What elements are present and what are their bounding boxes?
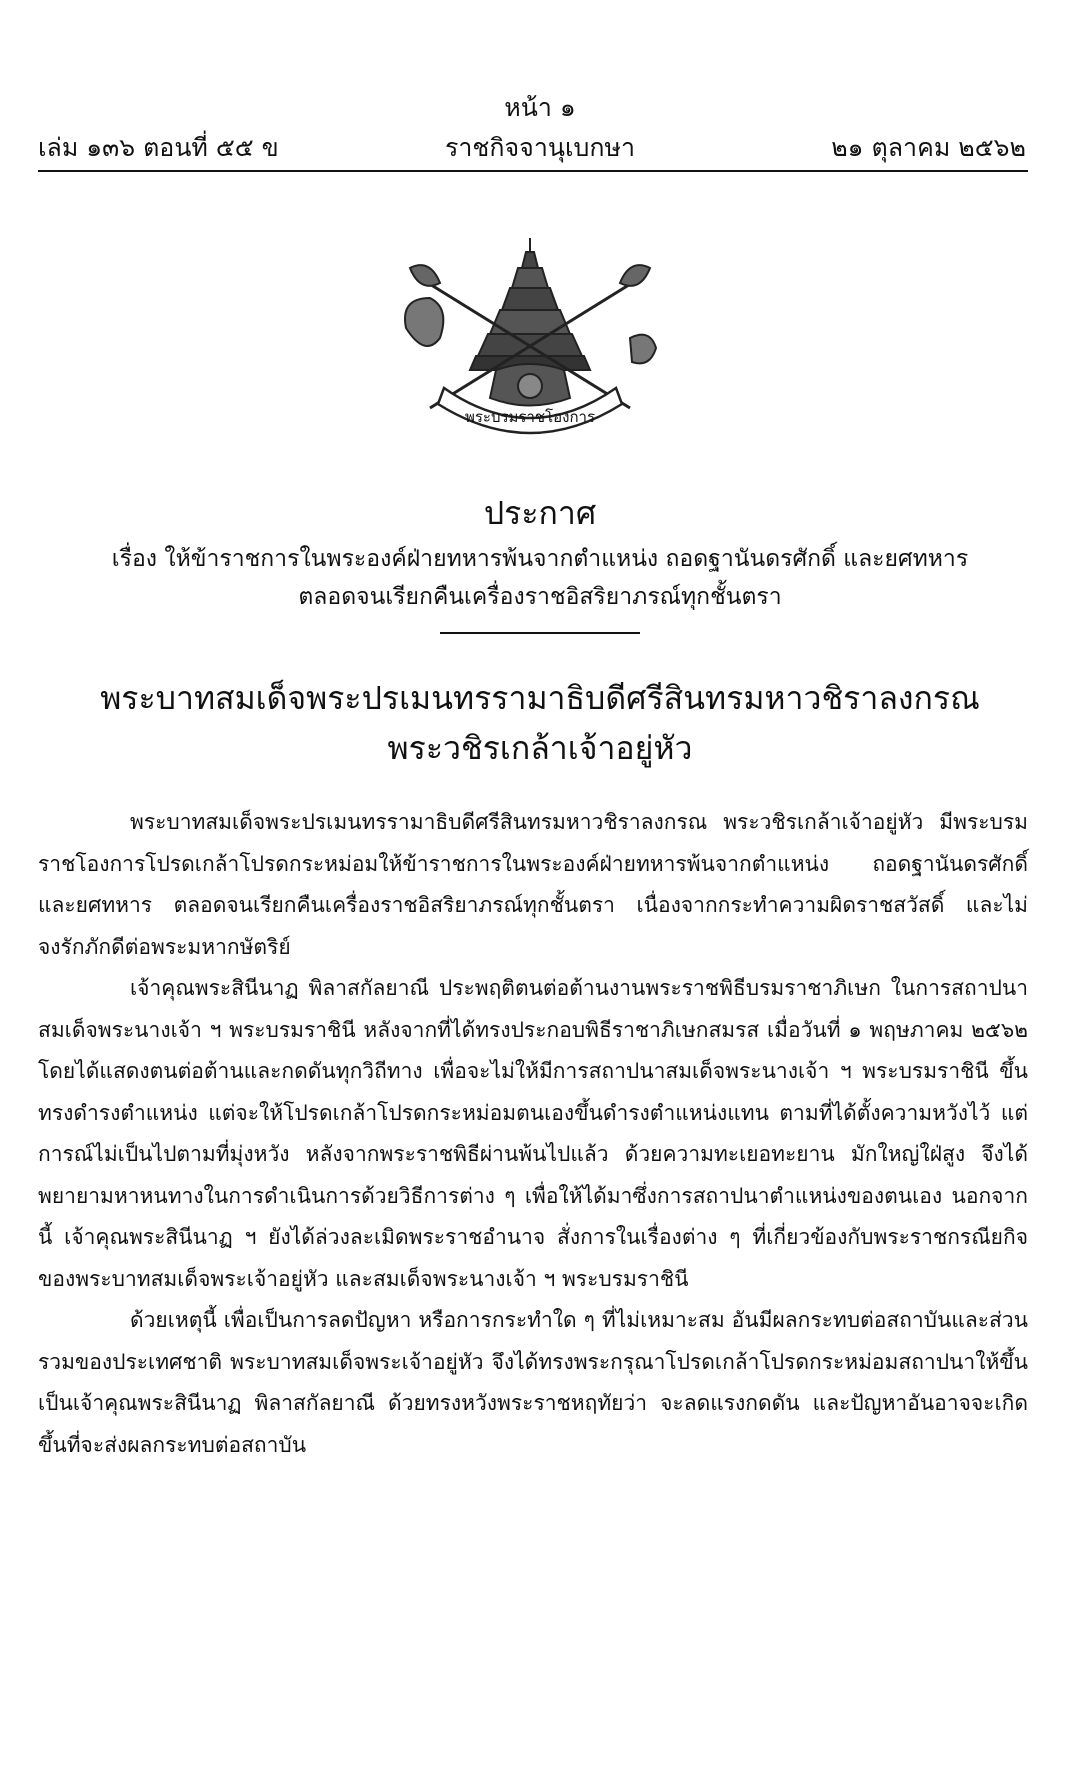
subject-line-2: ตลอดจนเรียกคืนเครื่องราชอิสริยาภรณ์ทุกชั้นตรา bbox=[298, 584, 782, 610]
emblem-inscription: พระบรมราชโองการ bbox=[464, 408, 596, 426]
subject-line-1: เรื่อง ให้ข้าราชการในพระองค์ฝ่ายทหารพ้นจากตำแหน่ง ถอดฐานันดรศักดิ์ และยศทหาร bbox=[111, 546, 969, 572]
body-paragraph: ด้วยเหตุนี้ เพื่อเป็นการลดปัญหา หรือการกระทำใด ๆ ที่ไม่เหมาะสม อันมีผลกระทบต่อสถาบันและส่วนรวมของประเทศชาติ พระบาทสมเด็จพระเจ้าอยู่หัว จึงได้ทรงพระกรุณาโปรดเกล้าโปรดกระหม่อมสถาปนาให้ขึ้นเป็นเจ้าคุณพระสินีนาฏ พิลาสกัลยาณี ด้วยทรงหวังพระราชหฤทัยว่า จะลดแรงกดดัน และปัญหาอันอาจจะเกิดขึ้นที่จะส่งผลกระทบต่อสถาบัน bbox=[38, 1308, 1028, 1457]
subject bbox=[60, 540, 1020, 616]
body-paragraph: เจ้าคุณพระสินีนาฏ พิลาสกัลยาณี ประพฤติตนต่อต้านงานพระราชพิธีบรมราชาภิเษก ในการสถาปนาสมเด็จพระนางเจ้า ฯ พระบรมราชินี หลังจากที่ได้ทรงประกอบพิธีราชาภิเษกสมรส เมื่อวันที่ ๑ พฤษภาคม ๒๕๖๒ โดยได้แสดงตนต่อต้านและกดดันทุกวิถีทาง เพื่อจะไม่ให้มีการสถาปนาสมเด็จพระนางเจ้า ฯ พระบรมราชินี ขึ้นทรงดำรงตำแหน่ง แต่จะให้โปรดเกล้าโปรดกระหม่อมตนเองขึ้นดำรงตำแหน่งแทน ตามที่ได้ตั้งความหวังไว้ แต่การณ์ไม่เป็นไปตามที่มุ่งหวัง หลังจากพระราชพิธีผ่านพ้นไปแล้ว ด้วยความทะเยอทะยาน มักใหญ่ใฝ่สูง จึงได้พยายามหาหนทางในการดำเนินการด้วยวิธีการต่าง ๆ เพื่อให้ได้มาซึ่งการสถาปนาตำแหน่งของตนเอง นอกจากนี้ เจ้าคุณพระสินีนาฏ ฯ ยังได้ล่วงละเมิดพระราชอำนาจ สั่งการในเรื่องต่าง ๆ ที่เกี่ยวข้องกับพระราชกรณียกิจของพระบาทสมเด็จพระเจ้าอยู่หัว และสมเด็จพระนางเจ้า ฯ พระบรมราชินี bbox=[38, 976, 1028, 1291]
gazette-name: ราชกิจจานุเบกษา bbox=[444, 133, 636, 162]
publication-date: ๒๑ ตุลาคม ๒๕๖๒ bbox=[831, 133, 1026, 162]
king-title-line-2: พระวชิรเกล้าเจ้าอยู่หัว bbox=[387, 729, 693, 767]
subject-divider bbox=[440, 632, 640, 634]
body-paragraph: พระบาทสมเด็จพระปรเมนทรรามาธิบดีศรีสินทรมหาวชิราลงกรณ พระวชิรเกล้าเจ้าอยู่หัว มีพระบรมราชโองการโปรดเกล้าโปรดกระหม่อมให้ข้าราชการในพระองค์ฝ่ายทหารพ้นจากตำแหน่ง ถอดฐานันดรศักดิ์ และยศทหาร ตลอดจนเรียกคืนเครื่องราชอิสริยาภรณ์ทุกชั้นตรา เนื่องจากกระทำความผิดราชสวัสดิ์ และไม่จงรักภักดีต่อพระมหากษัตริย์ bbox=[38, 810, 1028, 959]
volume-issue: เล่ม ๑๓๖ ตอนที่ ๕๕ ข bbox=[38, 133, 279, 162]
document-type: ประกาศ bbox=[483, 494, 597, 532]
body-text bbox=[38, 802, 1028, 1466]
page-number: หน้า ๑ bbox=[504, 93, 576, 122]
king-title-line-1: พระบาทสมเด็จพระปรเมนทรรามาธิบดีศรีสินทรมหาวชิราลงกรณ bbox=[100, 679, 980, 717]
header-divider bbox=[38, 170, 1028, 172]
royal-emblem-icon bbox=[400, 238, 660, 438]
king-title bbox=[40, 673, 1040, 773]
